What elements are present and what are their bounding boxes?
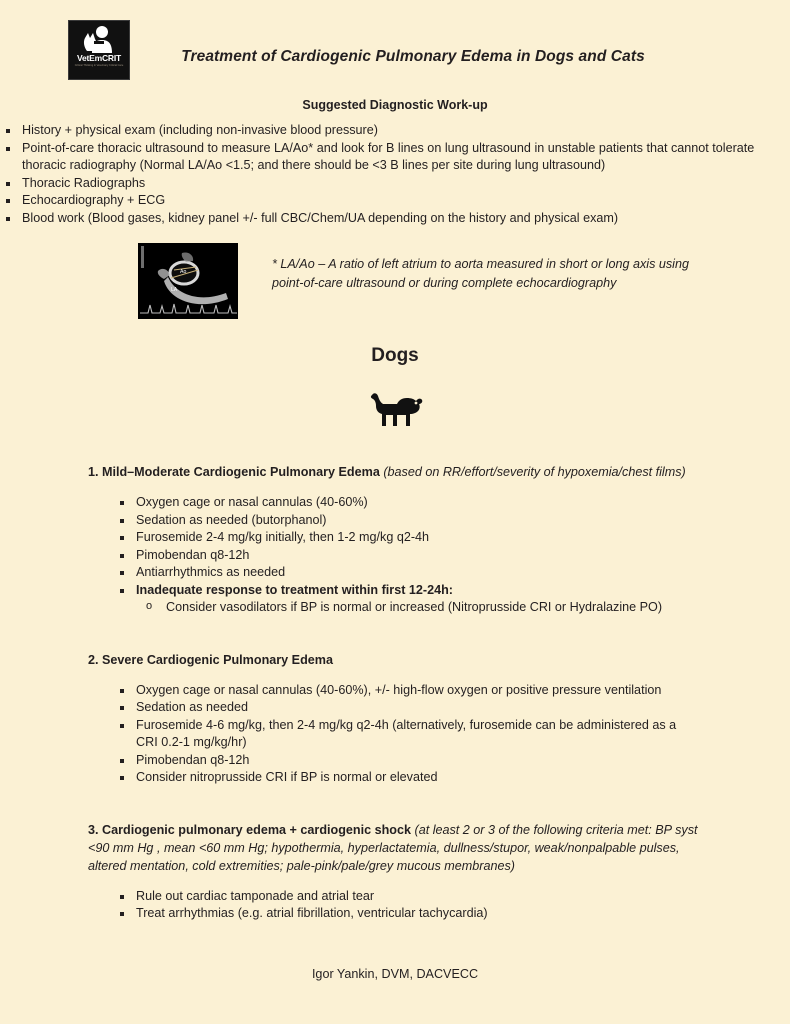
treatment-item — [114, 717, 698, 752]
section-number-title: 3. Cardiogenic pulmonary edema + cardiogenic shock — [88, 822, 411, 837]
species-heading: Dogs — [371, 345, 419, 366]
diagnostics-heading: Suggested Diagnostic Work-up — [302, 98, 488, 112]
page-title: Treatment of Cardiogenic Pulmonary Edema in Dogs and Cats — [181, 48, 645, 65]
treatment-item — [114, 699, 698, 717]
figure-caption: * LA/Ao – A ratio of left atrium to aorta measured in short or long axis using point-of-care ultrasound or during complete echocardiography — [272, 257, 689, 290]
section-note: (at least 2 or 3 of the following criteria met: BP syst <90 mm Hg , mean <60 mm Hg; hypothermia, hyperlactatemia, dullness/stupor, weak/nonpalpable pulses, altered mentation, cold extremities; pale-pink/pale/grey mucous membranes) — [88, 822, 698, 873]
treatment-list — [88, 888, 698, 923]
echocardiogram-image — [138, 243, 238, 319]
treatment-item-label: Sedation as needed — [136, 700, 249, 714]
section-number-title: 1. Mild–Moderate Cardiogenic Pulmonary Edema — [88, 465, 380, 479]
treatment-section — [0, 821, 790, 923]
treatment-item — [114, 752, 698, 770]
svg-text:LA: LA — [171, 287, 178, 293]
figure-row — [0, 243, 790, 319]
treatment-item — [114, 888, 698, 906]
treatment-item — [114, 769, 698, 787]
treatment-section — [0, 651, 790, 787]
diagnostic-item: Point-of-care thoracic ultrasound to measure LA/Ao* and look for B lines on lung ultrasound in unstable patients that cannot tolerate thoracic radiography (Normal LA/Ao <1.5; and there should be <3 B lines per site during lung ultrasound) — [0, 140, 790, 175]
treatment-section-heading — [88, 821, 698, 875]
treatment-section — [0, 463, 790, 617]
treatment-item-label: Oxygen cage or nasal cannulas (40-60%) — [136, 495, 368, 509]
treatment-item-label: Consider nitroprusside CRI if BP is normal or elevated — [136, 770, 438, 784]
species-icon-wrapper — [0, 385, 790, 429]
treatment-sublist — [136, 599, 698, 617]
treatment-item — [114, 547, 698, 565]
treatment-sections — [0, 463, 790, 923]
diagnostic-item: Thoracic Radiographs — [0, 175, 790, 193]
logo-wordmark: VetEmCRIT — [76, 53, 122, 63]
treatment-item-label: Furosemide 4-6 mg/kg, then 2-4 mg/kg q2-4h (alternatively, furosemide can be administered as a CRI 0.2-1 mg/kg/hr) — [136, 717, 677, 749]
treatment-section-heading — [88, 463, 698, 481]
treatment-item — [114, 905, 698, 923]
section-number-title: 2. Severe Cardiogenic Pulmonary Edema — [88, 652, 333, 667]
section-note: (based on RR/effort/severity of hypoxemia/chest films) — [379, 465, 686, 479]
treatment-item-label: Pimobendan q8-12h — [136, 752, 250, 767]
author-footer: Igor Yankin, DVM, DACVECC — [311, 966, 479, 981]
logo-tagline: Critical Thinking in Veterinary Critical Care — [74, 63, 124, 68]
treatment-item-label: Inadequate response to treatment within first 12-24h: — [136, 582, 454, 597]
diagnostic-item: History + physical exam (including non-invasive blood pressure) — [0, 122, 790, 140]
document-header — [0, 0, 790, 88]
treatment-list — [88, 494, 698, 617]
treatment-item-label: Sedation as needed (butorphanol) — [136, 512, 327, 527]
diagnostics-list — [0, 122, 790, 227]
treatment-subitem: o Consider vasodilators if BP is normal or increased (Nitroprusside CRI or Hydralazine PO) — [136, 599, 698, 617]
treatment-item — [114, 529, 698, 547]
treatment-item — [114, 682, 698, 700]
diagnostics-section — [0, 98, 790, 227]
diagnostic-item: Echocardiography + ECG — [0, 192, 790, 210]
treatment-item-label: Treat arrhythmias (e.g. atrial fibrillation, ventricular tachycardia) — [136, 906, 488, 920]
treatment-item — [114, 512, 698, 530]
treatment-item-label: Pimobendan q8-12h — [136, 547, 250, 562]
diagnostic-item: Blood work (Blood gases, kidney panel +/- full CBC/Chem/UA depending on the history and physical exam) — [0, 210, 790, 228]
treatment-item-label: Furosemide 2-4 mg/kg initially, then 1-2 mg/kg q2-4h — [136, 530, 430, 544]
treatment-list — [88, 682, 698, 787]
treatment-section-heading — [88, 651, 698, 669]
dog-silhouette-icon — [366, 385, 424, 429]
svg-text:Ao: Ao — [180, 269, 187, 275]
echocardiogram-graphic — [138, 243, 238, 319]
treatment-item — [114, 582, 698, 617]
treatment-item — [114, 494, 698, 512]
treatment-item-label: Antiarrhythmics as needed — [136, 565, 286, 579]
treatment-item — [114, 564, 698, 582]
treatment-item-label: Oxygen cage or nasal cannulas (40-60%), +/- high-flow oxygen or positive pressure ventilation — [136, 682, 662, 697]
treatment-item-label: Rule out cardiac tamponade and atrial tear — [136, 888, 375, 903]
